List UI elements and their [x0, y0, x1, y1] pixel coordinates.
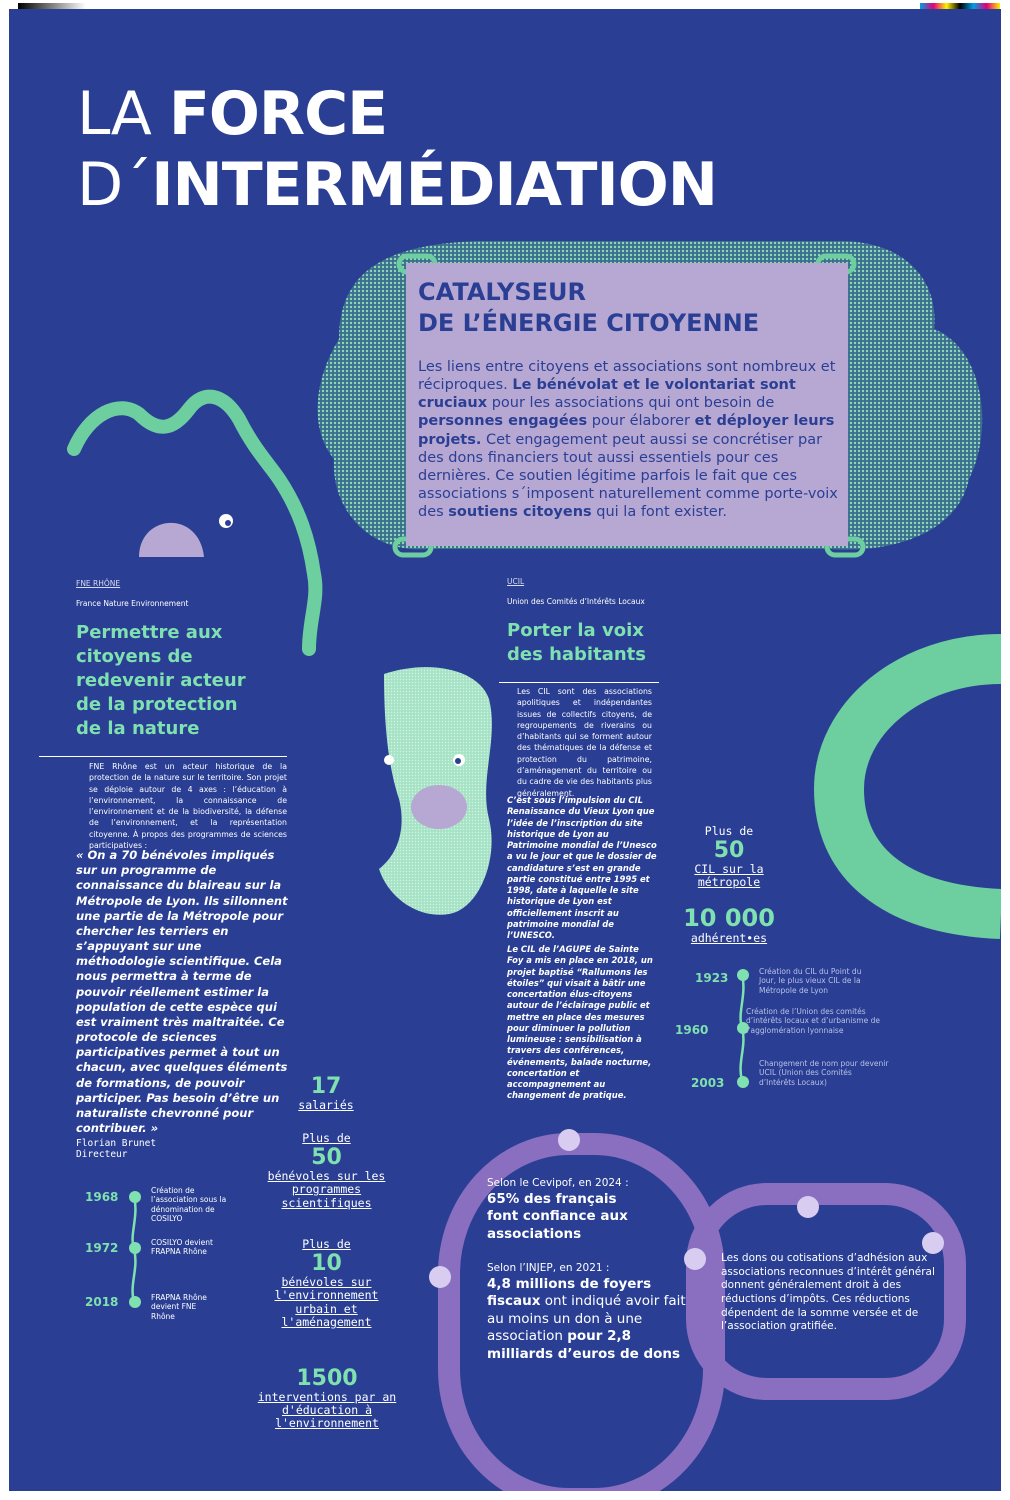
fne-heading-line: Permettre aux [76, 622, 223, 643]
fne-label: FNE RHÔNE [76, 579, 121, 588]
catalyst-text-4: personnes engagées [418, 413, 588, 430]
ucil-quote-2: Le CIL de l’AGUPE de Sainte Foy a mis en place en 2018, un projet baptisé “Rallumons les étoiles” qui visait à bâtir une concertation élus-citoyens autour de l’éclairage public et mettre en place des mesures pour diminuer la pollution lumineuse : sensibilisation à travers des conférences, événements, balade nocturne, concertation et accompagnement au changement de pratique. [507, 944, 653, 1101]
fne-event: COSILYO devient FRAPNA Rhône [151, 1238, 213, 1257]
title-line-2 [77, 150, 897, 221]
catalyst-title [418, 277, 838, 339]
ucil-heading-line: Porter la voix [507, 620, 644, 641]
stat-label: interventions par an d'éducation à l'environnement [257, 1390, 397, 1431]
fne-subtitle: France Nature Environnement [76, 599, 189, 608]
injep-bold-2: pour 2,8 milliards d’euros de dons [487, 1328, 681, 1362]
ucil-label: UCIL [507, 577, 525, 586]
fne-quote: « On a 70 bénévoles impliqués sur un programme de connaissance du blaireau sur la Métropole de Lyon. Ils sillonnent une partie de la Métropole pour chercher les terriers en s’appuyant sur une méthodologie scientifique. Cela nous permettra à terme de pouvoir réellement estimer la population de cette espèce qui est vraiment très maltraitée. Ce protocole de sciences participatives permet à tout un chacun, avec quelques éléments de formations, de pouvoir participer. Pas besoin d’être un naturaliste chevronné pour contribuer. » [76, 848, 288, 1136]
page-title [77, 79, 897, 221]
catalyst-text-6: et déployer leurs projets. [418, 413, 835, 448]
stat-value: 10 000 [683, 904, 775, 932]
ucil-intro: Les CIL sont des associations apolitiques et indépendantes issues de collectifs citoyens, de regroupements de riverains ou d’habitants qui se forment autour des thématiques de la défense et protection du patrimoine, d’aménagement du territoire ou du cadre de vie des habitants plus généralement. [517, 687, 652, 798]
ucil-quote-1: C’est sous l’impulsion du CIL Renaissance du Vieux Lyon que l’idée de l’inscription du site historique de Lyon au Patrimoine mondial de l’Unesco a vu le jour et que le dossier de candidature s’est en grande partie constitué entre 1995 et 1998, date à laquelle le site historique de Lyon est officiellement inscrit au patrimoine mondial de l’UNESCO. [507, 795, 657, 940]
fne-stat-employees [256, 1074, 396, 1112]
timeline-dot [129, 1296, 141, 1308]
ucil-heading-line: des habitants [507, 643, 646, 665]
fne-event: FRAPNA Rhône devient FNE Rhône [151, 1293, 207, 1321]
stat-value: 1500 [296, 1366, 358, 1391]
timeline-dot [129, 1191, 141, 1203]
fne-stat-volunteers-urban [264, 1238, 389, 1329]
fne-year: 1968 [85, 1190, 119, 1204]
catalyst-text-5: pour élaborer [587, 413, 695, 430]
purple-dome [139, 523, 204, 557]
mint-arches [839, 659, 1001, 914]
fne-stat-interventions [247, 1366, 407, 1431]
title-line-1 [77, 79, 897, 150]
stat-value: 17 [310, 1074, 342, 1099]
stat-prefix: Plus de [302, 1131, 351, 1145]
ucil-year: 1923 [695, 971, 729, 985]
cevipof-intro: Selon le Cevipof, en 2024 : [487, 1177, 629, 1189]
catalyst-text-8: soutiens citoyens [448, 504, 592, 520]
fne-year: 2018 [85, 1295, 119, 1309]
fne-heading [76, 621, 296, 741]
stat-prefix: Plus de [302, 1237, 351, 1251]
cevipof-stat: 65% des français font confiance aux associations [487, 1190, 628, 1242]
fne-heading-line: redevenir acteur [76, 669, 246, 691]
ucil-divider [499, 682, 659, 683]
fne-divider [39, 756, 287, 757]
fne-author-role: Directeur [76, 1148, 128, 1160]
fne-stat-volunteers-science [264, 1132, 389, 1210]
fne-heading-line: citoyens de [76, 645, 193, 667]
catalyst-title-line2: DE L’ÉNERGIE CITOYENNE [418, 309, 760, 338]
fne-author [76, 1139, 156, 1161]
stat-value: 50 [713, 838, 745, 864]
ucil-year: 2003 [691, 1076, 725, 1090]
stat-value: 50 [311, 1145, 342, 1171]
stat-label: CIL sur la métropole [694, 862, 764, 890]
injep-block [487, 1262, 687, 1363]
title-line1-bold: FORCE [168, 79, 388, 149]
title-line1-thin: LA [77, 79, 169, 149]
purple-mouth [411, 785, 467, 829]
stat-prefix: Plus de [704, 824, 754, 838]
stat-label: bénévoles sur les programmes scientifiques [267, 1169, 386, 1210]
timeline-dot [737, 969, 749, 981]
injep-intro: Selon l’INJEP, en 2021 : [487, 1262, 610, 1274]
injep-bold-1: 4,8 millions de foyers fiscaux [487, 1275, 652, 1310]
title-line2-bold: INTERMÉDIATION [151, 149, 717, 220]
tax-text: Les dons ou cotisations d’adhésion aux associations reconnues d’intérêt général donnent généralement droit à des réductions d’impôts. Ces réductions dépendent de la somme versée et de l’association gratifiée. [721, 1252, 935, 1333]
ucil-stat-members [659, 904, 799, 945]
print-color-bar [0, 0, 1010, 9]
catalyst-text-9: qui la font exister. [591, 504, 727, 520]
timeline-dot [129, 1242, 141, 1254]
ucil-event: Changement de nom pour devenir UCIL (Union des Comités d’Intérêts Locaux) [759, 1059, 889, 1087]
catalyst-box [406, 263, 848, 546]
poster [9, 9, 1001, 1491]
fne-heading-line: de la nature [76, 717, 200, 739]
catalyst-text-2: Le bénévolat et le volontariat sont cruciaux [418, 377, 796, 412]
fne-year: 1972 [85, 1241, 119, 1255]
catalyst-text [418, 358, 838, 521]
ucil-year: 1960 [675, 1023, 709, 1037]
timeline-dot [737, 1076, 749, 1088]
ucil-event: Création du CIL du Point du Jour, le plus vieux CIL de la Métropole de Lyon [759, 967, 862, 995]
ucil-heading [507, 619, 707, 667]
title-line2-thin: D´ [77, 149, 152, 220]
fne-intro: FNE Rhône est un acteur historique de la protection de la nature sur le territoire. Son projet se déploie autour de 4 axes : l’éducation à l’environnement, la connaissance de l’environnement et de la biodiversité, la défense de l’environnement, et la représentation citoyenne. À propos des programmes de sciences participatives : [89, 762, 287, 851]
stat-label: bénévoles sur l'environnement urbain et l'aménagement [274, 1275, 379, 1329]
catalyst-text-3: pour les associations qui ont besoin de [487, 395, 775, 412]
fne-event: Création de l’association sous la dénomination de COSILYO [151, 1186, 227, 1224]
fne-heading-line: de la protection [76, 693, 238, 715]
stat-label: salariés [298, 1098, 354, 1112]
ucil-event: Création de l’Union des comités d’intérêts locaux et d’urbanisme de l’agglomération lyonnaise [746, 1007, 880, 1035]
catalyst-text-7: Cet engagement peut aussi se concrétiser par des dons financiers tout aussi essentiels pour ces dernières. Ce soutien légitime parfois le fait que ces associations s´imposent naturellement comme porte-voix des [418, 431, 838, 520]
catalyst-title-line1: CATALYSEUR [418, 278, 586, 306]
stat-label: adhérent•es [690, 931, 768, 945]
stat-value: 10 [311, 1251, 342, 1277]
cevipof-block [487, 1177, 647, 1243]
injep-regular: ont indiqué avoir fait au moins un don à une association [487, 1293, 686, 1345]
injep-text [487, 1276, 687, 1364]
ucil-stat-cil [669, 825, 789, 890]
fne-author-name: Florian Brunet [76, 1138, 157, 1149]
catalyst-text-1: Les liens entre citoyens et associations sont nombreux et réciproques. [418, 359, 836, 394]
mint-squiggle [74, 397, 315, 649]
ucil-subtitle: Union des Comités d’Intérêts Locaux [507, 597, 645, 606]
